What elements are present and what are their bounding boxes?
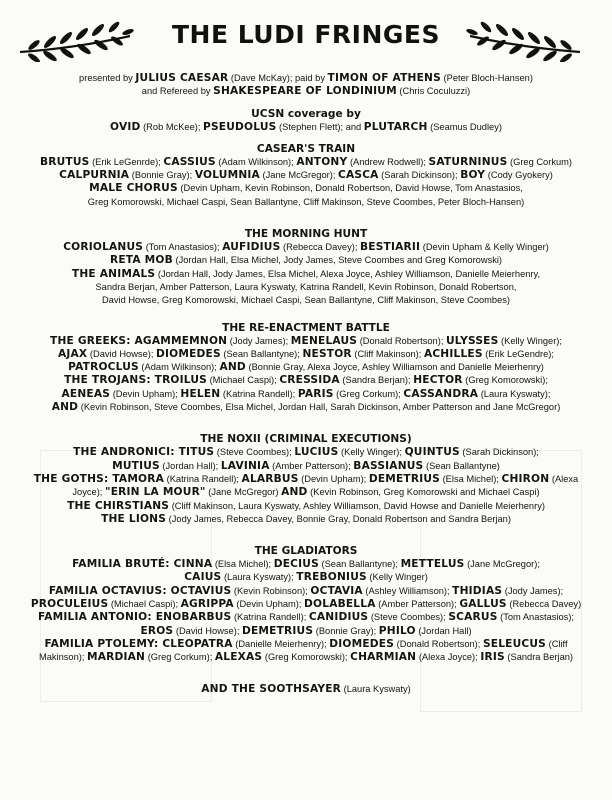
role-name: AND THE SOOTHSAYER bbox=[201, 682, 342, 695]
actor-text: (Sarah Dickinson); bbox=[378, 170, 461, 181]
actor-text: (Jordan Hall); bbox=[159, 460, 221, 471]
actor-text: (Erik LeGendre); bbox=[482, 348, 554, 359]
actor-text: (Cliff Makinson, Laura Kyswaty, Ashley Williamson, David Howse and Danielle Meierhenry) bbox=[169, 500, 545, 511]
actor-text: (Laura Kyswaty); bbox=[221, 572, 297, 583]
role-name: SCARUS bbox=[448, 611, 498, 624]
soothsayer-line bbox=[14, 683, 598, 696]
cast-line bbox=[14, 585, 598, 598]
credits-block bbox=[0, 72, 612, 99]
actor-text: (Bonnie Gray); bbox=[313, 625, 379, 636]
role-name: HELEN bbox=[180, 387, 221, 400]
actor-text: David Howse, Greg Komorowski, Michael Caspi, Sean Ballantyne, Cliff Makinson, Steve Coombes) bbox=[101, 295, 511, 306]
role-name: CASCA bbox=[337, 169, 379, 182]
actor-text: (Cody Gyokery) bbox=[485, 170, 553, 181]
actor-text: (Katrina Randell); bbox=[164, 473, 242, 484]
actor-text: (Jane McGregor); bbox=[464, 559, 540, 570]
role-name: PHILO bbox=[378, 624, 416, 637]
role-name: AND bbox=[219, 361, 246, 374]
role-name: BOY bbox=[460, 169, 486, 182]
role-name: QUINTUS bbox=[404, 446, 460, 459]
role-name: DIOMEDES bbox=[156, 347, 221, 360]
role-name: CASSANDRA bbox=[403, 387, 479, 400]
cast-line bbox=[14, 121, 598, 134]
cast-line bbox=[14, 611, 598, 624]
role-name: PARIS bbox=[297, 387, 334, 400]
role-name: ALEXAS bbox=[214, 651, 263, 664]
cast-line bbox=[14, 374, 598, 387]
cast-line bbox=[14, 558, 598, 571]
credit-line bbox=[14, 72, 598, 85]
role-name: CANIDIUS bbox=[308, 611, 369, 624]
actor-text: (Jody James); bbox=[502, 585, 564, 596]
actor-text: (Devin Upham, Kevin Robinson, Donald Robertson, David Howse, Tom Anastasios, bbox=[177, 183, 523, 194]
actor-text: (Cliff bbox=[546, 638, 568, 649]
cast-line bbox=[14, 254, 598, 267]
cast-list bbox=[0, 72, 612, 696]
role-name: THE LIONS bbox=[101, 512, 167, 525]
role-name: LAVINIA bbox=[220, 459, 270, 472]
role-name: SELEUCUS bbox=[482, 637, 547, 650]
role-name: PROCULEIUS bbox=[30, 598, 109, 611]
role-name: AND bbox=[51, 401, 79, 414]
actor-text: (Amber Patterson); bbox=[375, 599, 460, 610]
actor-text: (Sandra Berjan) bbox=[504, 652, 574, 663]
cast-line bbox=[14, 335, 598, 348]
cast-line bbox=[14, 196, 598, 209]
actor-text: (Kelly Winger); bbox=[338, 447, 405, 458]
actor-text: (Greg Komorowski); bbox=[462, 375, 548, 386]
actor-text: (Kelly Winger); bbox=[498, 335, 562, 346]
section-heading: THE RE-ENACTMENT BATTLE bbox=[222, 321, 390, 334]
actor-text: (Michael Caspi); bbox=[206, 375, 280, 386]
actor-text: (Kevin Robinson); bbox=[231, 585, 311, 596]
actor-text: (Amber Patterson); bbox=[269, 460, 354, 471]
actor-text: Sandra Berjan, Amber Patterson, Laura Kyswaty, Katrina Randell, Kevin Robinson, Donald Robertson, bbox=[95, 281, 517, 292]
role-name: SATURNINUS bbox=[428, 155, 508, 168]
cast-line bbox=[14, 446, 598, 459]
actor-text: (Sean Ballantyne) bbox=[423, 460, 500, 471]
role-name: MALE CHORUS bbox=[89, 182, 178, 195]
role-name: MARDIAN bbox=[87, 651, 146, 664]
cast-line bbox=[14, 486, 598, 499]
actor-text: (Greg Komorowski); bbox=[262, 652, 351, 663]
section-morning-hunt bbox=[0, 227, 612, 307]
actor-text: (Jordan Hall, Elsa Michel, Jody James, Steve Coombes and Greg Komorowski) bbox=[172, 255, 503, 266]
actor-text: (Sean Ballantyne); bbox=[318, 559, 401, 570]
role-name: THE GREEKS: AGAMMEMNON bbox=[50, 334, 228, 347]
actor-text: Joyce); bbox=[72, 487, 105, 498]
section-noxii bbox=[0, 432, 612, 526]
role-name: BRUTUS bbox=[40, 155, 90, 168]
actor-text: (Devin Upham & Kelly Winger) bbox=[420, 242, 549, 253]
cast-line bbox=[14, 513, 598, 526]
actor-text: (Cliff Makinson); bbox=[351, 348, 424, 359]
actor-text: (Alexa Joyce); bbox=[416, 652, 481, 663]
role-name: CALPURNIA bbox=[59, 169, 130, 182]
role-name: NESTOR bbox=[302, 347, 352, 360]
actor-text: (Rob McKee); bbox=[140, 121, 204, 132]
role-name: THE ANDRONICI: TITUS bbox=[73, 446, 215, 459]
cast-line bbox=[14, 598, 598, 611]
role-name: DEMETRIUS bbox=[368, 472, 440, 485]
actor-text: (Bonnie Gray, Alexa Joyce, Ashley Williamson and Danielle Meierhenry) bbox=[245, 362, 544, 373]
actor-text: (Sean Ballantyne); bbox=[220, 348, 303, 359]
actor-text: (Adam Wilkinson); bbox=[138, 362, 220, 373]
actor-text: (Elsa Michel); bbox=[212, 559, 274, 570]
actor-text: (Rebecca Davey); bbox=[280, 242, 360, 253]
actor-text: (Sarah Dickinson); bbox=[459, 447, 539, 458]
role-name: FAMILIA ANTONIO: ENOBARBUS bbox=[37, 611, 232, 624]
actor-text: (Greg Corkum); bbox=[145, 652, 215, 663]
section-caesars-train bbox=[0, 142, 612, 209]
role-name: AJAX bbox=[57, 347, 88, 360]
role-name: THE GOTHS: TAMORA bbox=[33, 472, 165, 485]
cast-line bbox=[14, 625, 598, 638]
role-name: DIOMEDES bbox=[329, 637, 395, 650]
role-name: PATROCLUS bbox=[68, 361, 139, 374]
actor-text: (Devin Upham); bbox=[298, 473, 369, 484]
role-name: FAMILIA BRUTÉ: CINNA bbox=[72, 558, 213, 571]
role-name: THIDIAS bbox=[452, 584, 503, 597]
cast-line bbox=[14, 638, 598, 651]
actor-text: (Laura Kyswaty) bbox=[341, 683, 411, 694]
actor-text: (Chris Coculuzzi) bbox=[396, 86, 471, 97]
actor-text: (Bonnie Gray); bbox=[129, 170, 195, 181]
actor-text: (Alexa bbox=[549, 473, 579, 484]
actor-text: and Refereed by bbox=[141, 86, 214, 97]
actor-text: (Jane McGregor); bbox=[259, 170, 338, 181]
role-name: DEMETRIUS bbox=[242, 624, 314, 637]
cast-line bbox=[14, 182, 598, 195]
role-name: SHAKESPEARE OF LONDINIUM bbox=[213, 85, 397, 98]
section-heading: THE GLADIATORS bbox=[254, 545, 358, 558]
role-name: MENELAUS bbox=[290, 334, 358, 347]
role-name: RETA MOB bbox=[109, 254, 173, 267]
role-name: FAMILIA PTOLEMY: CLEOPATRA bbox=[44, 637, 233, 650]
cast-line bbox=[14, 473, 598, 486]
actor-text: Greg Komorowski, Michael Caspi, Sean Ballantyne, Cliff Makinson, Steve Coombes, Peter Bloch-Hansen) bbox=[87, 196, 525, 207]
actor-text: (Kelly Winger) bbox=[366, 572, 428, 583]
role-name: AND bbox=[281, 486, 308, 499]
role-name: EROS bbox=[140, 624, 174, 637]
role-name: TIMON OF ATHENS bbox=[327, 72, 441, 84]
page-title: THE LUDI FRINGES bbox=[171, 20, 440, 49]
role-name: "ERIN LA MOUR" bbox=[104, 486, 206, 499]
role-name: AGRIPPA bbox=[180, 598, 234, 611]
role-name: THE CHIRSTIANS bbox=[67, 499, 170, 512]
role-name: TREBONIUS bbox=[296, 571, 367, 584]
actor-text: (Stephen Flett); and bbox=[276, 121, 364, 132]
role-name: DOLABELLA bbox=[304, 598, 376, 611]
role-name: CAIUS bbox=[184, 571, 222, 584]
section-heading: THE NOXII (CRIMINAL EXECUTIONS) bbox=[200, 433, 412, 446]
role-name: CASSIUS bbox=[163, 155, 216, 168]
actor-text: (Jody James); bbox=[227, 335, 291, 346]
actor-text: (Kevin Robinson, Steve Coombes, Elsa Michel, Jordan Hall, Sarah Dickinson, Amber Patterson and Jane McGregor) bbox=[78, 402, 561, 413]
actor-text: (Laura Kyswaty); bbox=[478, 388, 551, 399]
role-name: CHARMIAN bbox=[350, 651, 417, 664]
role-name: FAMILIA OCTAVIUS: OCTAVIUS bbox=[48, 584, 232, 597]
actor-text: (Sandra Berjan); bbox=[339, 375, 414, 386]
cast-line bbox=[14, 241, 598, 254]
cast-line bbox=[14, 401, 598, 414]
actor-text: (Adam Wilkinson); bbox=[215, 156, 297, 167]
role-name: OVID bbox=[110, 120, 141, 133]
actor-text: (Jordan Hall, Jody James, Elsa Michel, Alexa Joyce, Ashley Williamson, Danielle Meierhenry, bbox=[155, 268, 541, 279]
section-coverage bbox=[0, 107, 612, 134]
actor-text: (Erik LeGenrde); bbox=[89, 156, 164, 167]
actor-text: (Peter Bloch-Hansen) bbox=[440, 73, 533, 83]
actor-text: (Kevin Robinson, Greg Komorowski and Michael Caspi) bbox=[307, 487, 540, 498]
role-name: CORIOLANUS bbox=[63, 241, 144, 254]
role-name: HECTOR bbox=[413, 374, 463, 387]
cast-line bbox=[14, 281, 598, 294]
cast-line bbox=[14, 460, 598, 473]
actor-text: (Elsa Michel); bbox=[440, 473, 502, 484]
actor-text: (Devin Upham); bbox=[110, 388, 181, 399]
actor-text: (Katrina Randell); bbox=[231, 612, 309, 623]
role-name: OCTAVIA bbox=[310, 584, 363, 597]
role-name: BESTIARII bbox=[360, 241, 421, 254]
actor-text: (David Howse); bbox=[87, 348, 157, 359]
role-name: ACHILLES bbox=[423, 347, 483, 360]
section-heading: THE MORNING HUNT bbox=[244, 228, 368, 241]
role-name: IRIS bbox=[480, 651, 505, 664]
role-name: PLUTARCH bbox=[363, 120, 428, 133]
actor-text: (Danielle Meierhenry); bbox=[232, 638, 330, 649]
actor-text: (Jody James, Rebecca Davey, Bonnie Gray, Donald Robertson and Sandra Berjan) bbox=[166, 513, 511, 524]
actor-text: (Jane McGregor) bbox=[205, 487, 282, 498]
role-name: ULYSSES bbox=[446, 334, 499, 347]
cast-line bbox=[14, 294, 598, 307]
actor-text: (Greg Corkum); bbox=[333, 388, 404, 399]
cast-line bbox=[14, 169, 598, 182]
actor-text: (Donald Robertson); bbox=[394, 638, 483, 649]
actor-text: (Tom Anastasios); bbox=[143, 242, 223, 253]
cast-line bbox=[14, 388, 598, 401]
cast-line bbox=[14, 361, 598, 374]
section-heading: UCSN coverage by bbox=[251, 107, 361, 120]
cast-line bbox=[14, 500, 598, 513]
actor-text: (David Howse); bbox=[173, 625, 242, 636]
section-re-enactment-battle bbox=[0, 321, 612, 415]
actor-text: (Jordan Hall) bbox=[415, 625, 472, 636]
actor-text: (Steve Coombes); bbox=[214, 447, 295, 458]
role-name: GALLUS bbox=[459, 598, 507, 611]
role-name: AENEAS bbox=[61, 387, 111, 400]
actor-text: (Andrew Rodwell); bbox=[347, 156, 429, 167]
credit-line bbox=[14, 85, 598, 98]
section-gladiators bbox=[0, 544, 612, 664]
role-name: PSEUDOLUS bbox=[203, 120, 277, 133]
actor-text: (Steve Coombes); bbox=[368, 612, 449, 623]
role-name: THE ANIMALS bbox=[71, 267, 156, 280]
actor-text: (Tom Anastasios); bbox=[497, 612, 574, 623]
role-name: BASSIANUS bbox=[353, 459, 424, 472]
actor-text: (Dave McKay); paid by bbox=[228, 73, 328, 83]
role-name: CRESSIDA bbox=[279, 374, 340, 387]
role-name: CHIRON bbox=[501, 472, 550, 485]
actor-text: presented by bbox=[79, 73, 136, 83]
section-heading: CASEAR'S TRAIN bbox=[256, 142, 356, 155]
role-name: DECIUS bbox=[273, 558, 319, 571]
actor-text: (Rebecca Davey) bbox=[506, 599, 582, 610]
cast-line bbox=[14, 268, 598, 281]
role-name: JULIUS CAESAR bbox=[135, 72, 229, 84]
role-name: LUCIUS bbox=[294, 446, 339, 459]
role-name: AUFIDIUS bbox=[222, 241, 281, 254]
role-name: VOLUMNIA bbox=[194, 169, 260, 182]
role-name: THE TROJANS: TROILUS bbox=[64, 374, 207, 387]
actor-text: (Devin Upham); bbox=[233, 599, 305, 610]
laurel-branch-icon bbox=[466, 18, 584, 62]
actor-text: (Michael Caspi); bbox=[108, 599, 181, 610]
role-name: ANTONY bbox=[296, 155, 348, 168]
cast-line bbox=[14, 348, 598, 361]
cast-line bbox=[14, 571, 598, 584]
role-name: ALARBUS bbox=[241, 472, 299, 485]
actor-text: (Katrina Randell); bbox=[220, 388, 298, 399]
title-row bbox=[0, 16, 612, 66]
actor-text: (Donald Robertson); bbox=[357, 335, 446, 346]
actor-text: (Ashley Williamson); bbox=[362, 585, 453, 596]
cast-line bbox=[14, 156, 598, 169]
cast-line bbox=[14, 651, 598, 664]
actor-text: (Greg Corkum) bbox=[507, 156, 572, 167]
role-name: METTELUS bbox=[400, 558, 465, 571]
actor-text: Makinson); bbox=[38, 652, 88, 663]
role-name: MUTIUS bbox=[112, 459, 160, 472]
actor-text: (Seamus Dudley) bbox=[427, 121, 502, 132]
